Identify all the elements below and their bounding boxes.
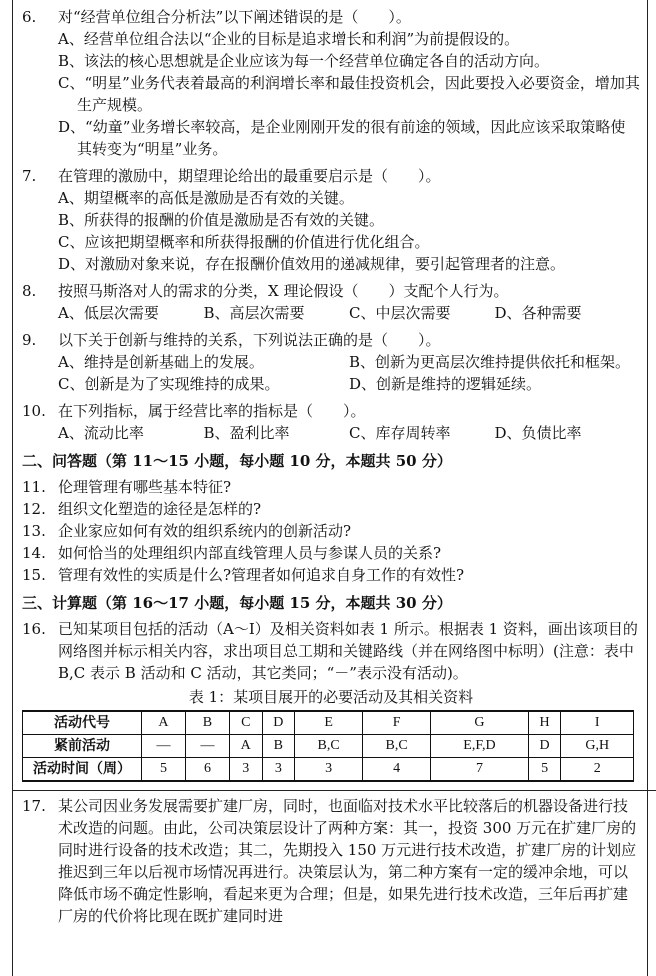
short-answer-list xyxy=(22,476,640,586)
row-label: 紧前活动 xyxy=(23,735,142,758)
question-number: 11. xyxy=(22,478,46,496)
cell-predecessor: D xyxy=(528,735,561,758)
question-number: 10. xyxy=(22,402,46,420)
question-11 xyxy=(22,476,640,498)
question-number: 6. xyxy=(22,8,37,26)
question-text: 企业家应如何有效的组织系统内的创新活动? xyxy=(58,522,352,540)
option-c: C、创新是为了实现维持的成果。 xyxy=(58,375,280,393)
cell-code: B xyxy=(185,711,229,735)
cell-code: G xyxy=(431,711,529,735)
question-16 xyxy=(22,618,640,782)
section-title-calculation: 三、计算题（第 16～17 小题，每小题 15 分，本题共 30 分） xyxy=(22,594,452,612)
question-7 xyxy=(22,165,640,275)
question-stem: 在下列指标，属于经营比率的指标是（ ）。 xyxy=(58,402,366,420)
cell-predecessor: A xyxy=(229,735,262,758)
question-17 xyxy=(22,795,640,927)
question-15 xyxy=(22,564,640,586)
option-a: A、流动比率 xyxy=(58,424,144,442)
table-row-predecessors xyxy=(23,735,634,758)
cell-duration: 5 xyxy=(142,758,186,782)
question-6 xyxy=(22,6,640,160)
option-a: A、低层次需要 xyxy=(58,304,159,322)
cell-duration: 2 xyxy=(561,758,634,782)
question-stem: 对“经营单位组合分析法”以下阐述错误的是（ ）。 xyxy=(58,8,411,26)
question-number: 12. xyxy=(22,500,46,518)
question-9 xyxy=(22,329,640,395)
option-c: C、库存周转率 xyxy=(349,424,451,442)
option-c: C、“明星”业务代表着最高的利润增长率和最佳投资机会，因此要投入必要资金，增加其生产规模。 xyxy=(58,74,640,114)
option-a: A、期望概率的高低是激励是否有效的关键。 xyxy=(58,189,354,207)
question-14 xyxy=(22,542,640,564)
cell-code: C xyxy=(229,711,262,735)
option-b: B、该法的核心思想就是企业应该为每一个经营单位确定各自的活动方向。 xyxy=(58,52,550,70)
cell-code: I xyxy=(561,711,634,735)
question-number: 15. xyxy=(22,566,46,584)
option-c: C、应该把期望概率和所获得报酬的价值进行优化组合。 xyxy=(58,233,430,251)
option-d: D、创新是维持的逻辑延续。 xyxy=(349,375,542,393)
question-stem: 在管理的激励中，期望理论给出的最重要启示是（ ）。 xyxy=(58,167,441,185)
question-text: 某公司因业务发展需要扩建厂房，同时，也面临对技术水平比较落后的机器设备进行技术改造的问题。由此，公司决策层设计了两种方案：其一，投资 300 万元在扩建厂房的同时进行设备的技术改造；其二，先期投入 150 万元进行技术改造，扩建厂房的计划应推迟到三年以后视市场情况再进行。决策层认为，第二种方案有一定的缓冲余地，可以降低市场不确定性影响，看起来更为合理；但是，如果先进行技术改造，三年后再扩建厂房的代价将比现在既扩建同时进 xyxy=(58,797,637,925)
option-d: D、各种需要 xyxy=(494,304,582,322)
question-13 xyxy=(22,520,640,542)
cell-code: E xyxy=(295,711,363,735)
cell-duration: 3 xyxy=(295,758,363,782)
cell-duration: 6 xyxy=(185,758,229,782)
question-stem: 按照马斯洛对人的需求的分类，X 理论假设（ ）支配个人行为。 xyxy=(58,282,509,300)
cell-predecessor: — xyxy=(142,735,186,758)
option-b: B、盈利比率 xyxy=(203,424,290,442)
option-b: B、所获得的报酬的价值是激励是否有效的关键。 xyxy=(58,211,385,229)
table-caption: 表 1：某项目展开的必要活动及其相关资料 xyxy=(188,688,474,706)
option-a: A、经营单位组合法以“企业的目标是追求增长和利润”为前提假设的。 xyxy=(58,30,520,48)
left-margin-line xyxy=(12,0,13,976)
cell-predecessor: — xyxy=(185,735,229,758)
question-number: 13. xyxy=(22,522,46,540)
option-d: D、“幼童”业务增长率较高，是企业刚刚开发的很有前途的领域，因此应该采取策略使其转变为“明星”业务。 xyxy=(58,118,626,158)
row-label: 活动时间（周） xyxy=(23,758,142,782)
question-text: 如何恰当的处理组织内部直线管理人员与参谋人员的关系? xyxy=(58,544,442,562)
divider xyxy=(12,790,656,791)
cell-code: F xyxy=(363,711,431,735)
exam-content xyxy=(22,6,640,927)
question-number: 16. xyxy=(22,620,46,638)
table-row-durations xyxy=(23,758,634,782)
cell-code: A xyxy=(142,711,186,735)
question-number: 7. xyxy=(22,167,37,185)
cell-code: D xyxy=(262,711,295,735)
question-number: 14. xyxy=(22,544,46,562)
cell-predecessor: B xyxy=(262,735,295,758)
option-d: D、对激励对象来说，存在报酬价值效用的递减规律，要引起管理者的注意。 xyxy=(58,255,566,273)
question-8 xyxy=(22,280,640,324)
row-label: 活动代号 xyxy=(23,711,142,735)
question-number: 9. xyxy=(22,331,37,349)
cell-predecessor: E,F,D xyxy=(431,735,529,758)
cell-predecessor: G,H xyxy=(561,735,634,758)
option-b: B、高层次需要 xyxy=(203,304,305,322)
activity-table xyxy=(22,710,634,782)
option-d: D、负债比率 xyxy=(494,424,582,442)
cell-duration: 5 xyxy=(528,758,561,782)
question-text: 组织文化塑造的途径是怎样的? xyxy=(58,500,262,518)
question-text: 伦理管理有哪些基本特征? xyxy=(58,478,232,496)
cell-predecessor: B,C xyxy=(295,735,363,758)
question-number: 8. xyxy=(22,282,37,300)
cell-predecessor: B,C xyxy=(363,735,431,758)
cell-duration: 7 xyxy=(431,758,529,782)
question-10 xyxy=(22,400,640,444)
question-text: 已知某项目包括的活动（A～I）及相关资料如表 1 所示。根据表 1 资料，画出该项目的网络图并标示相关内容，求出项目总工期和关键路线（并在网络图中标明）(注意：表中 B,C 表示 B 活动和 C 活动，其它类同；“－”表示没有活动)。 xyxy=(58,620,638,682)
option-b: B、创新为更高层次维持提供依托和框架。 xyxy=(349,353,631,371)
cell-duration: 3 xyxy=(262,758,295,782)
question-text: 管理有效性的实质是什么?管理者如何追求自身工作的有效性? xyxy=(58,566,465,584)
cell-duration: 3 xyxy=(229,758,262,782)
question-number: 17. xyxy=(22,797,46,815)
option-c: C、中层次需要 xyxy=(349,304,451,322)
section-title-short-answer: 二、问答题（第 11～15 小题，每小题 10 分，本题共 50 分） xyxy=(22,452,452,470)
option-a: A、维持是创新基础上的发展。 xyxy=(58,353,264,371)
cell-duration: 4 xyxy=(363,758,431,782)
cell-code: H xyxy=(528,711,561,735)
right-margin-line xyxy=(647,0,648,976)
question-12 xyxy=(22,498,640,520)
table-row-codes xyxy=(23,711,634,735)
question-stem: 以下关于创新与维持的关系，下列说法正确的是（ ）。 xyxy=(58,331,441,349)
